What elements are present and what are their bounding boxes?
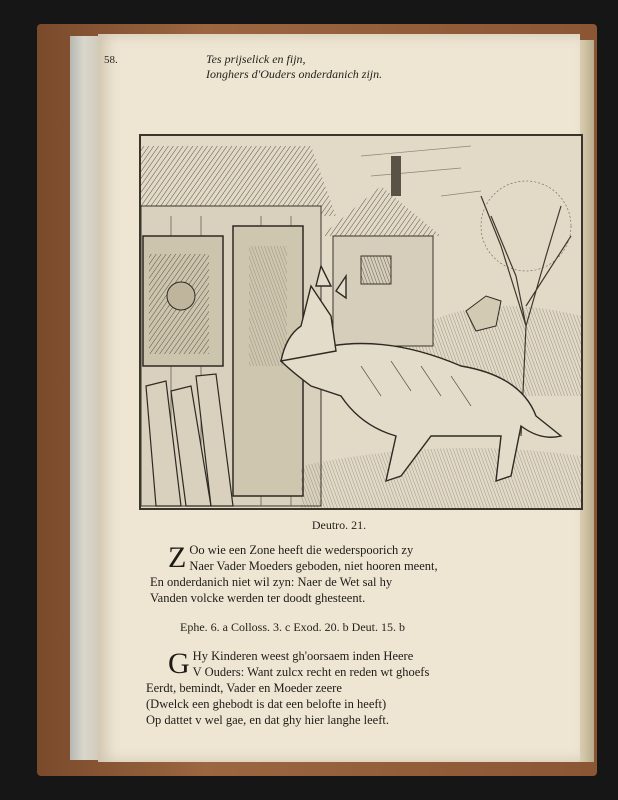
verse-one-line: En onderdanich niet wil zyn: Naer de Wet sal hy: [150, 575, 393, 589]
book-page: [98, 34, 580, 762]
motto-line-1: Tes prijselick en fijn,: [206, 52, 306, 66]
verse-two: [146, 647, 430, 728]
verse-one-dropcap: Z: [168, 541, 187, 574]
cross-references: Ephe. 6. a Colloss. 3. c Exod. 20. b Deut. 15. b: [180, 620, 405, 634]
verse-one: [150, 541, 438, 606]
verse-two-line: (Dwelck een ghebodt is dat een belofte in heeft): [146, 697, 387, 711]
verse-one-line: Vanden volcke werden ter doodt ghesteent.: [150, 591, 366, 605]
page-motto: [206, 52, 382, 82]
verse-two-line: Eerdt, bemindt, Vader en Moeder zeere: [146, 681, 342, 695]
verse-two-dropcap: G: [168, 647, 190, 680]
verse-two-line: Hy Kinderen weest gh'oorsaem inden Heere: [192, 649, 414, 663]
motto-line-2: Ionghers d'Ouders onderdanich zijn.: [206, 67, 383, 81]
verse-one-line: Naer Vader Moeders geboden, niet hooren meent,: [189, 559, 438, 573]
scripture-reference: Deutro. 21.: [311, 518, 367, 532]
verse-two-line: V Ouders: Want zulcx recht en reden wt ghoefs: [192, 665, 430, 679]
engraving-illustration: [139, 134, 583, 510]
verse-one-line: Oo wie een Zone heeft die wederspoorich zy: [189, 543, 414, 557]
fox-at-hut-engraving: [141, 136, 581, 508]
verse-two-line: Op dattet v wel gae, en dat ghy hier langhe leeft.: [146, 713, 389, 727]
page-number: 58.: [104, 54, 118, 66]
